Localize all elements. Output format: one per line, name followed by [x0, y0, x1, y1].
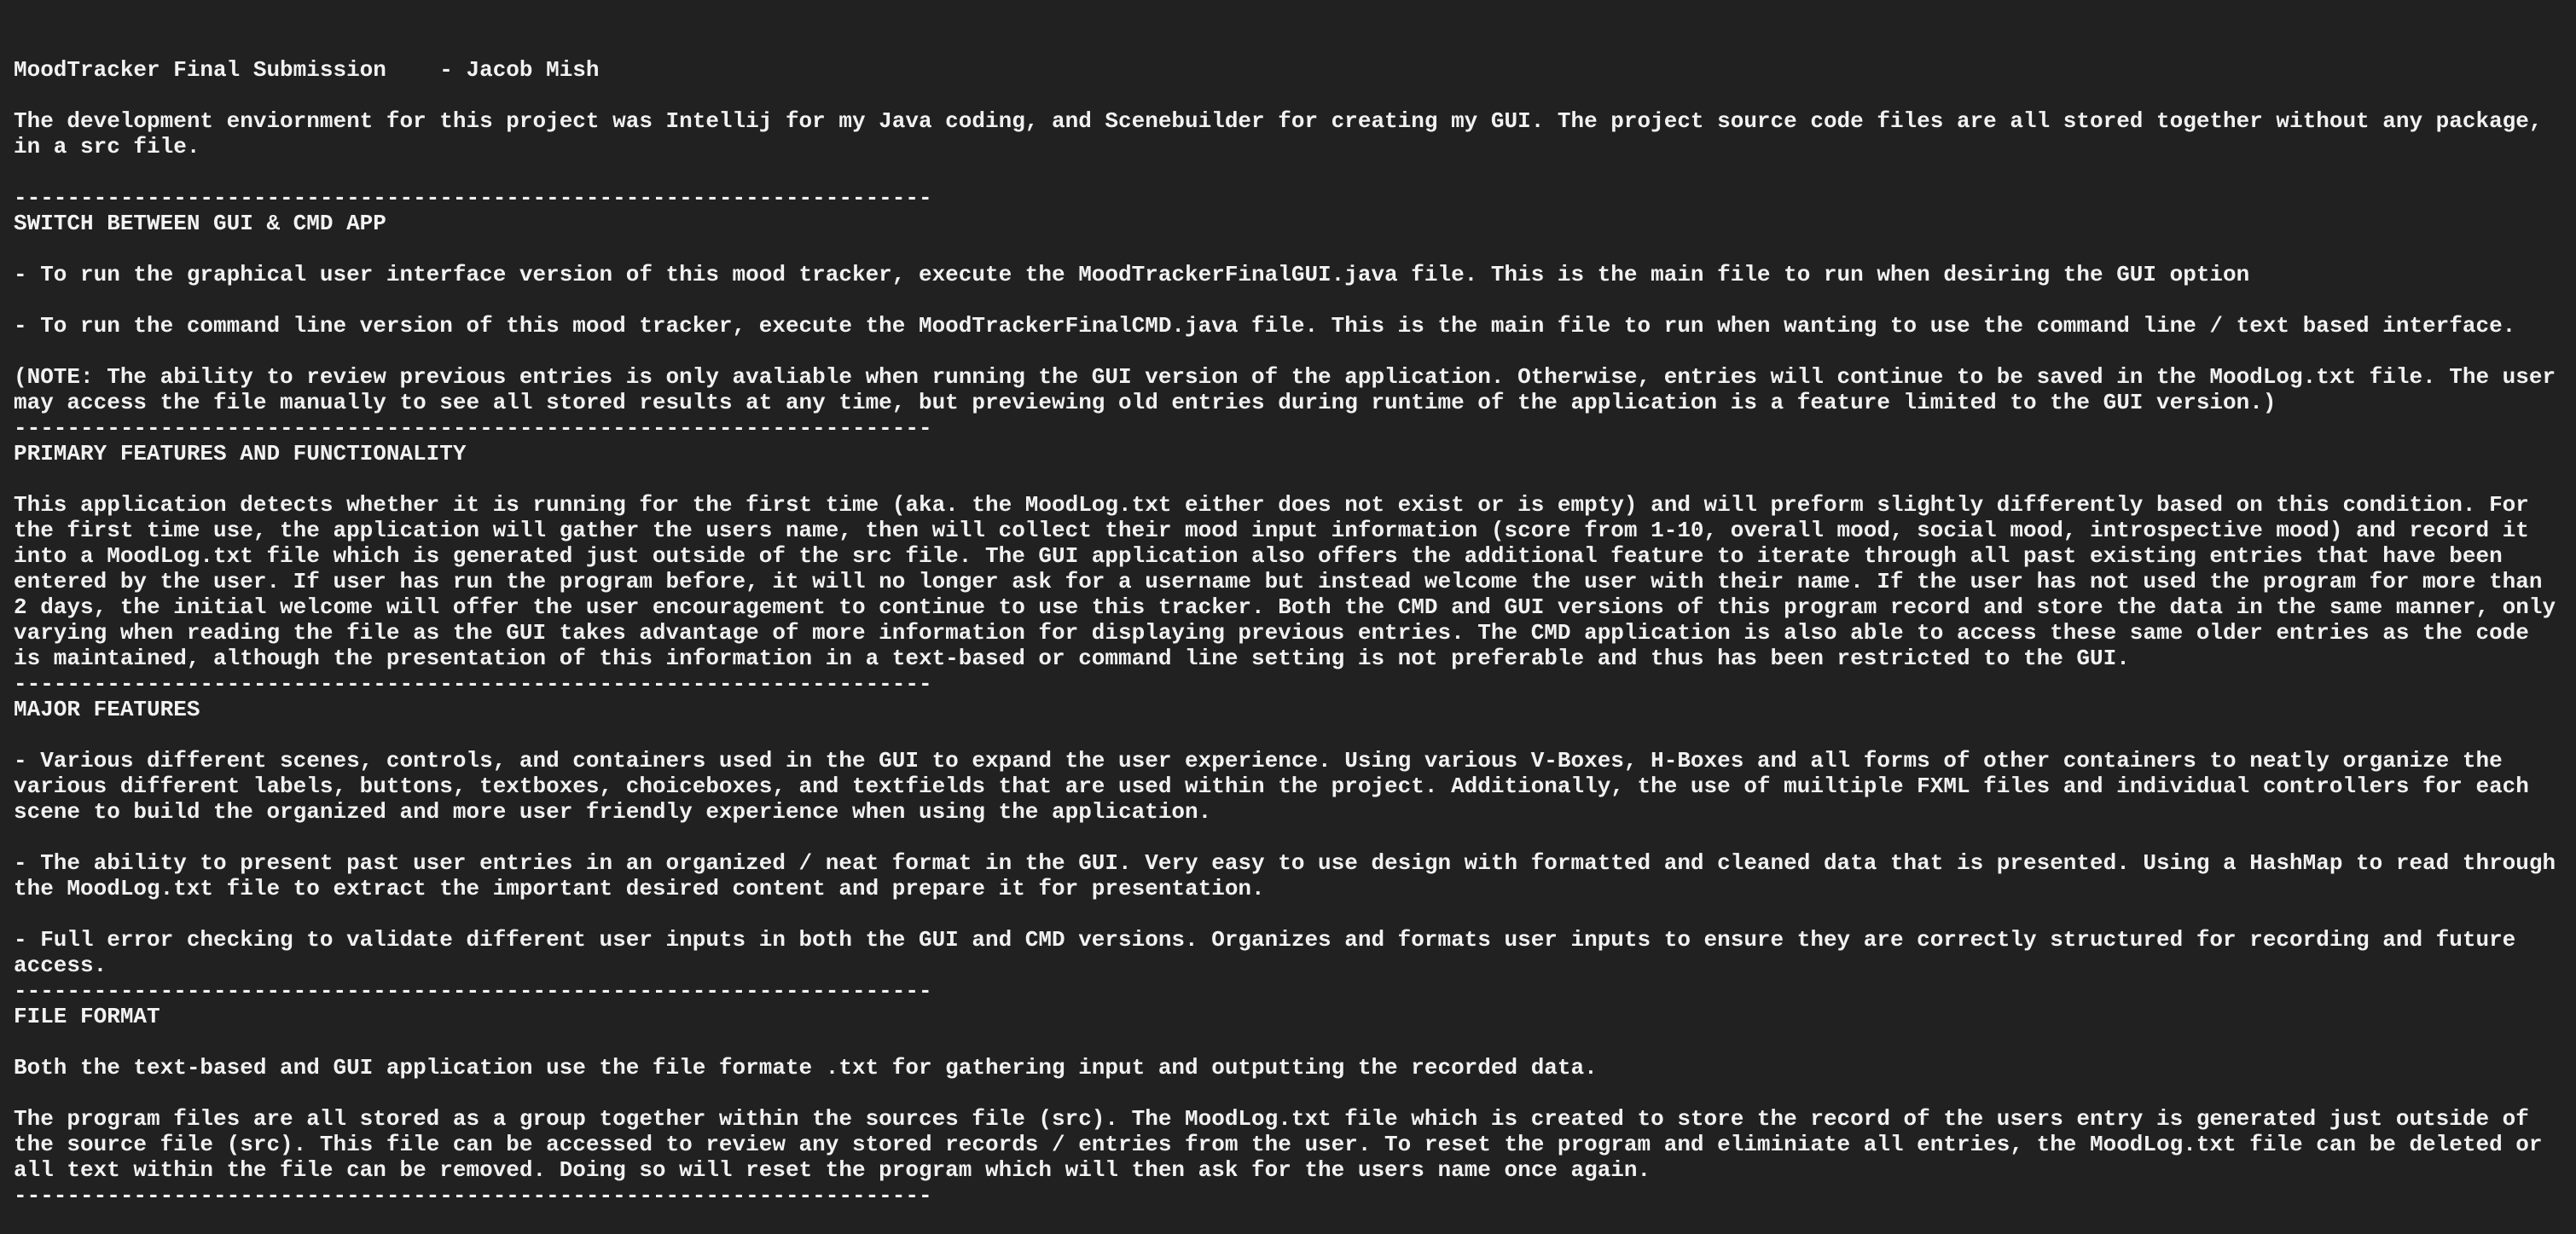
- text-line: access.: [14, 953, 107, 978]
- section-heading: SWITCH BETWEEN GUI & CMD APP: [14, 211, 386, 236]
- text-line: Both the text-based and GUI application use the file formate .txt for gathering input and outputting the recorded data.: [14, 1055, 1598, 1080]
- text-line: - Full error checking to validate different user inputs in both the GUI and CMD versions. Organizes and formats user inputs to ensure they are correctly structured for recording and future: [14, 927, 2516, 953]
- section-heading: PRIMARY FEATURES AND FUNCTIONALITY: [14, 441, 467, 466]
- separator-line: ---------------------------------------------------------------------: [14, 415, 932, 441]
- separator-line: ---------------------------------------------------------------------: [14, 671, 932, 697]
- text-line: the source file (src). This file can be accessed to review any stored records / entries from the user. To reset the program and eliminiate all entries, the MoodLog.txt file can be deleted or: [14, 1132, 2543, 1157]
- document-text: [14, 57, 2564, 1208]
- text-line: various different labels, buttons, textboxes, choiceboxes, and textfields that are used within the project. Additionally, the use of muiltiple FXML files and individual controllers for each: [14, 773, 2529, 799]
- blank-line: [14, 83, 2564, 108]
- blank-line: [14, 722, 2564, 748]
- blank-line: [14, 466, 2564, 492]
- section-heading: MAJOR FEATURES: [14, 697, 200, 722]
- text-line: This application detects whether it is running for the first time (aka. the MoodLog.txt either does not exist or is empty) and will preform slightly differently based on this condition. For: [14, 492, 2529, 518]
- text-line: the first time use, the application will gather the users name, then will collect their mood input information (score from 1-10, overall mood, social mood, introspective mood) and record it: [14, 518, 2529, 543]
- blank-line: [14, 159, 2564, 185]
- text-line: into a MoodLog.txt file which is generated just outside of the src file. The GUI application also offers the additional feature to iterate through all past existing entries that have been: [14, 543, 2503, 569]
- text-line: - The ability to present past user entries in an organized / neat format in the GUI. Very easy to use design with formatted and cleaned data that is presented. Using a HashMap to read through: [14, 850, 2556, 876]
- blank-line: [14, 287, 2564, 313]
- text-line: the MoodLog.txt file to extract the important desired content and prepare it for presentation.: [14, 876, 1265, 901]
- text-line: is maintained, although the presentation of this information in a text-based or command line setting is not preferable and thus has been restricted to the GUI.: [14, 646, 2130, 671]
- text-line: may access the file manually to see all stored results at any time, but previewing old entries during runtime of the application is a feature limited to the GUI version.): [14, 390, 2277, 415]
- blank-line: [14, 825, 2564, 850]
- text-line: - To run the graphical user interface version of this mood tracker, execute the MoodTrackerFinalGUI.java file. This is the main file to run when desiring the GUI option: [14, 262, 2250, 287]
- blank-line: [14, 236, 2564, 262]
- text-line: scene to build the organized and more user friendly experience when using the application.: [14, 799, 1212, 825]
- text-line: varying when reading the file as the GUI takes advantage of more information for displaying previous entries. The CMD application is also able to access these same older entries as the code: [14, 620, 2529, 646]
- text-line: - To run the command line version of this mood tracker, execute the MoodTrackerFinalCMD.java file. This is the main file to run when wanting to use the command line / text based interface.: [14, 313, 2516, 339]
- text-line: all text within the file can be removed. Doing so will reset the program which will then ask for the users name once again.: [14, 1157, 1651, 1183]
- blank-line: [14, 1080, 2564, 1106]
- blank-line: [14, 339, 2564, 364]
- separator-line: ---------------------------------------------------------------------: [14, 185, 932, 211]
- text-line: 2 days, the initial welcome will offer the user encouragement to continue to use this tracker. Both the CMD and GUI versions of this program record and store the data in the same manner, only: [14, 594, 2556, 620]
- blank-line: [14, 901, 2564, 927]
- text-line: in a src file.: [14, 134, 200, 159]
- text-line: (NOTE: The ability to review previous entries is only avaliable when running the GUI version of the application. Otherwise, entries will continue to be saved in the MoodLog.txt file. The user: [14, 364, 2556, 390]
- separator-line: ---------------------------------------------------------------------: [14, 1183, 932, 1208]
- text-line: The development enviornment for this project was Intellij for my Java coding, and Scenebuilder for creating my GUI. The project source code files are all stored together without any package,: [14, 108, 2543, 134]
- blank-line: [14, 1029, 2564, 1055]
- separator-line: ---------------------------------------------------------------------: [14, 978, 932, 1004]
- document-title: MoodTracker Final Submission - Jacob Mish: [14, 57, 600, 83]
- text-line: entered by the user. If user has run the program before, it will no longer ask for a username but instead welcome the user with their name. If the user has not used the program for more than: [14, 569, 2543, 594]
- text-line: The program files are all stored as a group together within the sources file (src). The MoodLog.txt file which is created to store the record of the users entry is generated just outside of: [14, 1106, 2529, 1132]
- text-line: - Various different scenes, controls, and containers used in the GUI to expand the user experience. Using various V-Boxes, H-Boxes and all forms of other containers to neatly organize the: [14, 748, 2503, 773]
- section-heading: FILE FORMAT: [14, 1004, 160, 1029]
